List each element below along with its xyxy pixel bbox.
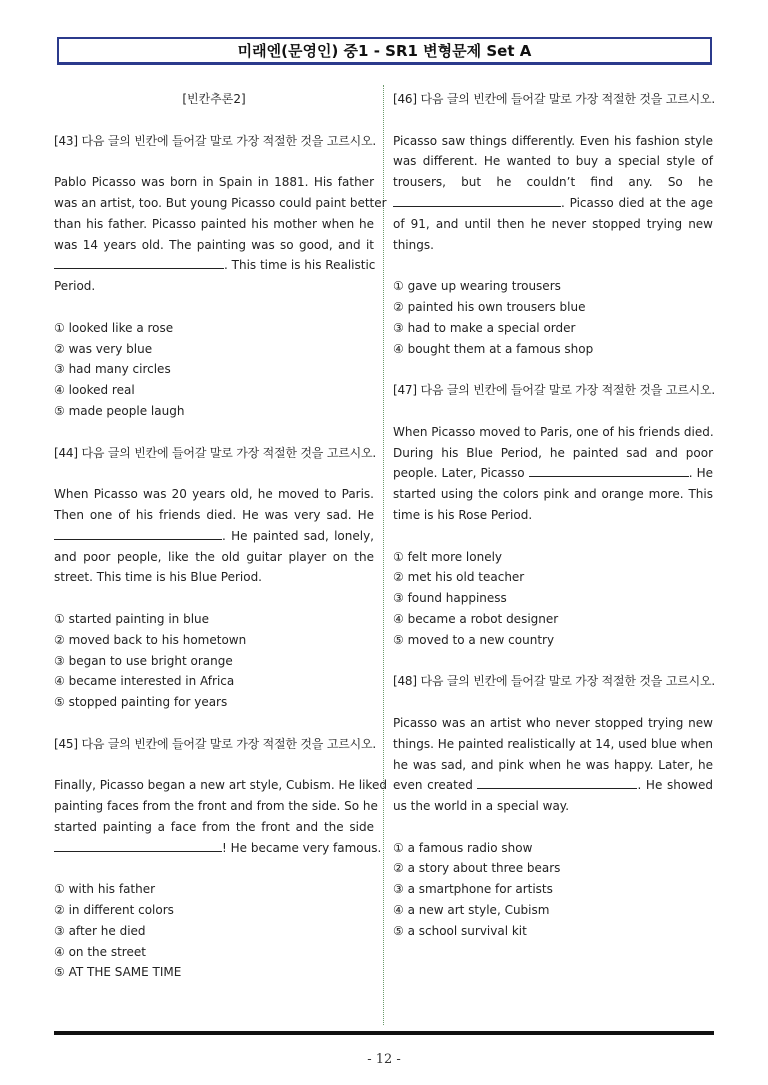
question-46-blank-line: . Picasso died at the age	[393, 193, 713, 214]
page-title: 미래엔(문영인) 중1 - SR1 변형문제 Set A	[237, 42, 532, 60]
answer-blank	[54, 256, 224, 269]
question-47-option-5: ⑤ moved to a new country	[393, 632, 555, 647]
question-43-passage-line: Pablo Picasso was born in Spain in 1881. His father	[54, 175, 374, 190]
question-44-passage-line: When Picasso was 20 years old, he moved to Paris.	[54, 487, 374, 502]
question-43-option-2: ② was very blue	[54, 341, 153, 356]
question-44-option-5: ⑤ stopped painting for years	[54, 695, 228, 710]
question-45-option-1: ① with his father	[54, 882, 156, 897]
question-46-option-4: ④ bought them at a famous shop	[393, 341, 594, 356]
question-45-option-3: ③ after he died	[54, 923, 146, 938]
question-47-option-4: ④ became a robot designer	[393, 611, 559, 626]
question-43-passage-line: was an artist, too. But young Picasso could paint better	[54, 195, 387, 210]
question-47-passage-line: When Picasso moved to Paris, one of his friends died.	[393, 424, 714, 439]
question-48-option-3: ③ a smartphone for artists	[393, 882, 553, 897]
question-45-option-2: ② in different colors	[54, 903, 174, 918]
question-46-passage-line: Picasso saw things differently. Even his fashion style	[393, 133, 713, 148]
question-46-passage-line: of 91, and until then he never stopped trying new	[393, 216, 713, 231]
question-46-title: [46] 다음 글의 빈칸에 들어갈 말로 가장 적절한 것을 고르시오.	[393, 92, 715, 106]
question-43-option-4: ④ looked real	[54, 383, 135, 398]
question-47-passage-line: started using the colors pink and orange more. This	[393, 487, 713, 502]
page-number: - 12 -	[367, 1052, 401, 1067]
question-43-title: [43] 다음 글의 빈칸에 들어갈 말로 가장 적절한 것을 고르시오.	[54, 133, 376, 148]
section-label: [빈칸추론2]	[182, 92, 246, 106]
question-48-option-5: ⑤ a school survival kit	[393, 923, 527, 938]
question-45-option-5: ⑤ AT THE SAME TIME	[54, 965, 182, 980]
question-45-passage-line: painting faces from the front and from the side. So he	[54, 799, 378, 814]
question-48-passage-line: us the world in a special way.	[393, 799, 570, 814]
question-47-title: [47] 다음 글의 빈칸에 들어갈 말로 가장 적절한 것을 고르시오.	[393, 383, 715, 398]
column-divider	[383, 85, 384, 1025]
answer-blank	[393, 194, 561, 207]
question-48-option-4: ④ a new art style, Cubism	[393, 903, 550, 918]
question-45-blank-line: ! He became very famous.	[54, 838, 374, 859]
question-46-option-1: ① gave up wearing trousers	[393, 279, 561, 294]
question-44-option-4: ④ became interested in Africa	[54, 674, 235, 689]
question-43-passage-line: than his father. Picasso painted his mother when he	[54, 216, 374, 231]
answer-blank	[529, 464, 689, 477]
question-43-option-3: ③ had many circles	[54, 362, 171, 377]
question-44-option-2: ② moved back to his hometown	[54, 632, 247, 647]
question-46-passage-line: was different. He wanted to buy a special style of	[393, 154, 713, 169]
answer-blank	[54, 839, 222, 852]
question-44-passage-line: street. This time is his Blue Period.	[54, 570, 262, 585]
question-43-blank-line: . This time is his Realistic	[54, 255, 374, 276]
question-45-title: [45] 다음 글의 빈칸에 들어갈 말로 가장 적절한 것을 고르시오.	[54, 736, 376, 751]
question-47-option-3: ③ found happiness	[393, 591, 507, 606]
question-46-passage-line: things.	[393, 237, 434, 252]
question-44-passage-line: and poor people, like the old guitar player on the	[54, 549, 374, 564]
question-44-passage-line: Then one of his friends died. He was very sad. He	[54, 507, 374, 522]
question-43-option-5: ⑤ made people laugh	[54, 403, 185, 418]
left-column	[54, 89, 387, 983]
question-47-passage-line: During his Blue Period, he painted sad and poor	[393, 445, 713, 460]
question-44-option-1: ① started painting in blue	[54, 611, 210, 626]
question-45-passage-line: started painting a face from the front and the side	[54, 819, 374, 834]
question-43-passage-line: Period.	[54, 279, 96, 294]
question-48-title: [48] 다음 글의 빈칸에 들어갈 말로 가장 적절한 것을 고르시오.	[393, 674, 715, 689]
question-47-passage-line: time is his Rose Period.	[393, 507, 533, 522]
question-45-option-4: ④ on the street	[54, 944, 146, 959]
question-48-option-2: ② a story about three bears	[393, 861, 561, 876]
right-column	[393, 89, 713, 942]
question-46-passage-line: trousers, but he couldn’t find any. So he	[393, 175, 713, 190]
page-header	[57, 37, 712, 65]
question-47-blank-line: people. Later, Picasso . He	[393, 466, 713, 481]
question-43-passage-line: was 14 years old. The painting was so good, and it	[54, 237, 374, 252]
question-48-passage-line: Picasso was an artist who never stopped trying new	[393, 715, 713, 730]
question-44-blank-line: . He painted sad, lonely,	[54, 526, 374, 547]
footer-rule	[54, 1031, 714, 1035]
question-45-passage-line: Finally, Picasso began a new art style, Cubism. He liked	[54, 778, 387, 793]
answer-blank	[477, 776, 637, 789]
answer-blank	[54, 527, 222, 540]
question-48-passage-line: things. He painted realistically at 14, used blue when	[393, 736, 713, 751]
question-47-option-2: ② met his old teacher	[393, 570, 525, 585]
question-48-passage-line: he was sad, and pink when he was happy. Later, he	[393, 757, 713, 772]
question-47-option-1: ① felt more lonely	[393, 549, 503, 564]
question-43-option-1: ① looked like a rose	[54, 320, 174, 335]
question-46-option-2: ② painted his own trousers blue	[393, 299, 586, 314]
question-48-blank-line: even created . He showed	[393, 778, 713, 793]
question-44-title: [44] 다음 글의 빈칸에 들어갈 말로 가장 적절한 것을 고르시오.	[54, 445, 376, 460]
question-46-option-3: ③ had to make a special order	[393, 320, 576, 335]
question-48-option-1: ① a famous radio show	[393, 840, 533, 855]
question-44-option-3: ③ began to use bright orange	[54, 653, 233, 668]
